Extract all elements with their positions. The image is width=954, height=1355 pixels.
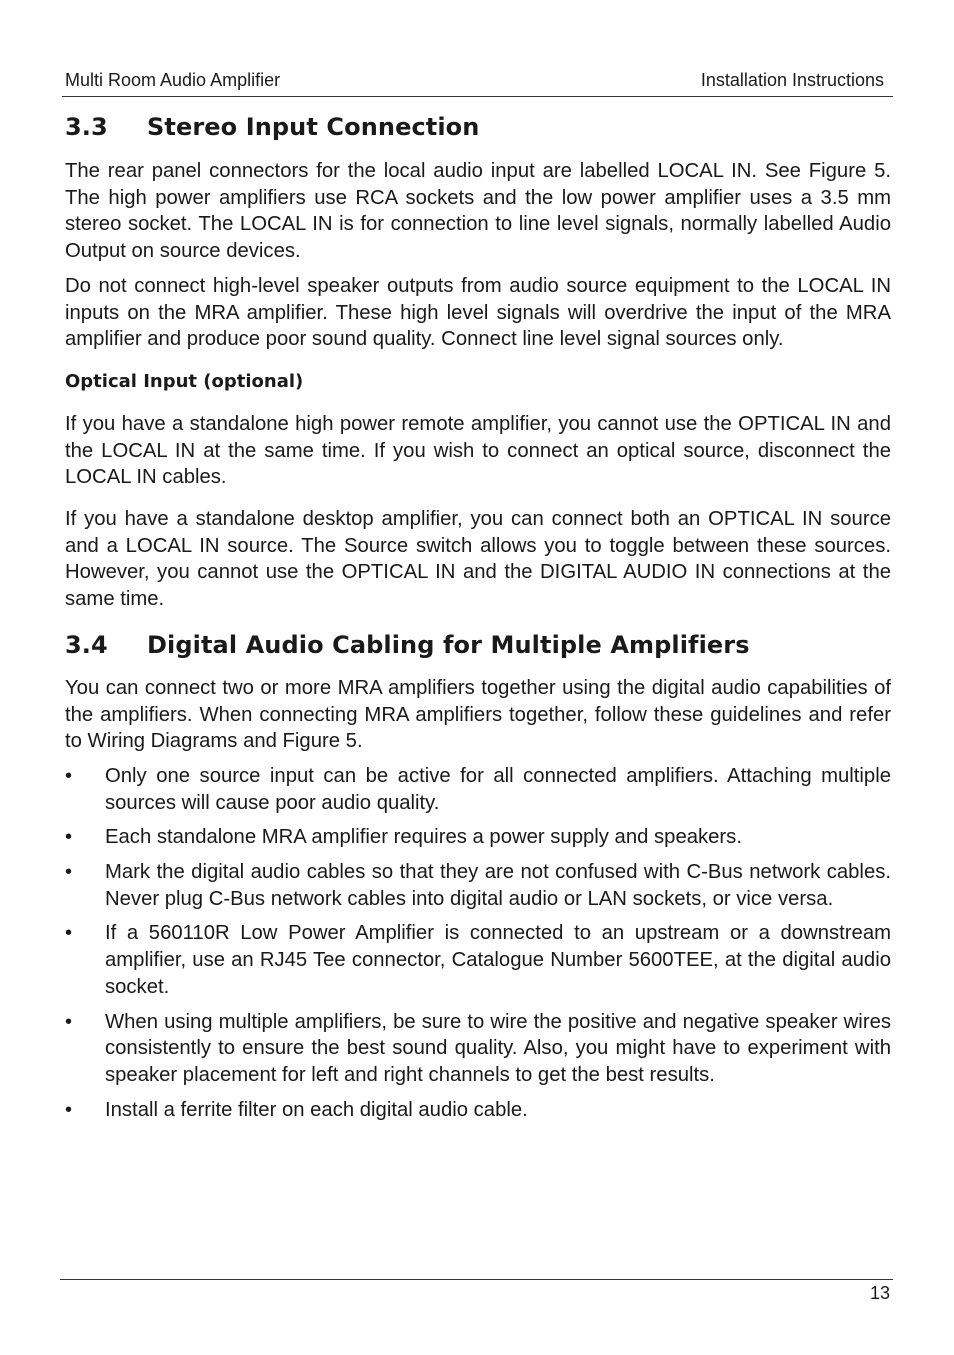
header-document-type: Installation Instructions [700,70,884,90]
bullet-icon: • [65,1010,73,1033]
list-item-text: When using multiple amplifiers, be sure to wire the positive and negative speaker wires consistently to ensure the best sound quality. Also, you might have to experiment with speaker placement for left and right channels to get the best results. [105,1010,891,1086]
footer-divider [60,1279,893,1280]
section-3-3-title: Stereo Input Connection [147,113,480,141]
list-item-text: Mark the digital audio cables so that they are not confused with C-Bus network cables. Never plug C-Bus network cables into digital audio or LAN sockets, or vice versa. [105,861,891,910]
guidelines-list [65,763,891,1123]
list-item [65,1009,891,1089]
list-item [65,824,891,851]
section-3-3-heading [65,110,891,144]
bullet-icon: • [65,1098,73,1121]
section-3-4-heading [65,628,891,662]
header-document-title: Multi Room Audio Amplifier [65,70,281,90]
section-3-4-paragraph-1: You can connect two or more MRA amplifiers together using the digital audio capabilities of the amplifiers. When connecting MRA amplifiers together, follow these guidelines and refer to Wiring Diagrams and Figure 5. [65,676,891,753]
section-3-4-number: 3.4 [65,630,108,659]
section-3-3-paragraph-1: The rear panel connectors for the local audio input are labelled LOCAL IN. See Figure 5. The high power amplifiers use RCA sockets and the low power amplifier uses a 3.5 mm stereo socket. The LOCAL IN is for connection to line level signals, normally labelled Audio Output on source devices. [65,160,891,263]
section-3-3-paragraph-2: Do not connect high-level speaker outputs from audio source equipment to the LOCAL IN inputs on the MRA amplifier. These high level signals will overdrive the input of the MRA amplifier and produce poor sound quality. Connect line level signal sources only. [65,274,891,351]
optical-input-paragraph-1: If you have a standalone high power remote amplifier, you cannot use the OPTICAL IN and the LOCAL IN at the same time. If you wish to connect an optical source, disconnect the LOCAL IN cables. [65,412,891,489]
list-item [65,1097,891,1124]
page-number: 13 [869,1283,890,1303]
optical-input-paragraph-2: If you have a standalone desktop amplifier, you can connect both an OPTICAL IN source and a LOCAL IN source. The Source switch allows you to toggle between these sources. However, you cannot use the OPTICAL IN and the DIGITAL AUDIO IN connections at the same time. [65,508,891,611]
section-3-4-title: Digital Audio Cabling for Multiple Amplifiers [147,630,750,659]
bullet-icon: • [65,764,73,787]
bullet-icon: • [65,861,73,884]
list-item-text: If a 560110R Low Power Amplifier is connected to an upstream or a downstream amplifier, use an RJ45 Tee connector, Catalogue Number 5600TEE, at the digital audio socket. [105,922,891,998]
running-header [62,70,893,97]
list-item [65,920,891,1000]
list-item-text: Install a ferrite filter on each digital audio cable. [105,1098,528,1121]
list-item-text: Only one source input can be active for all connected amplifiers. Attaching multiple sources will cause poor audio quality. [105,764,891,814]
list-item [65,859,891,912]
bullet-icon: • [65,826,73,849]
list-item-text: Each standalone MRA amplifier requires a power supply and speakers. [105,826,742,849]
list-item [65,763,891,816]
page-content [65,110,891,1123]
optical-input-heading: Optical Input (optional) [65,370,304,392]
bullet-icon: • [65,922,73,945]
section-3-3-number: 3.3 [65,113,108,141]
